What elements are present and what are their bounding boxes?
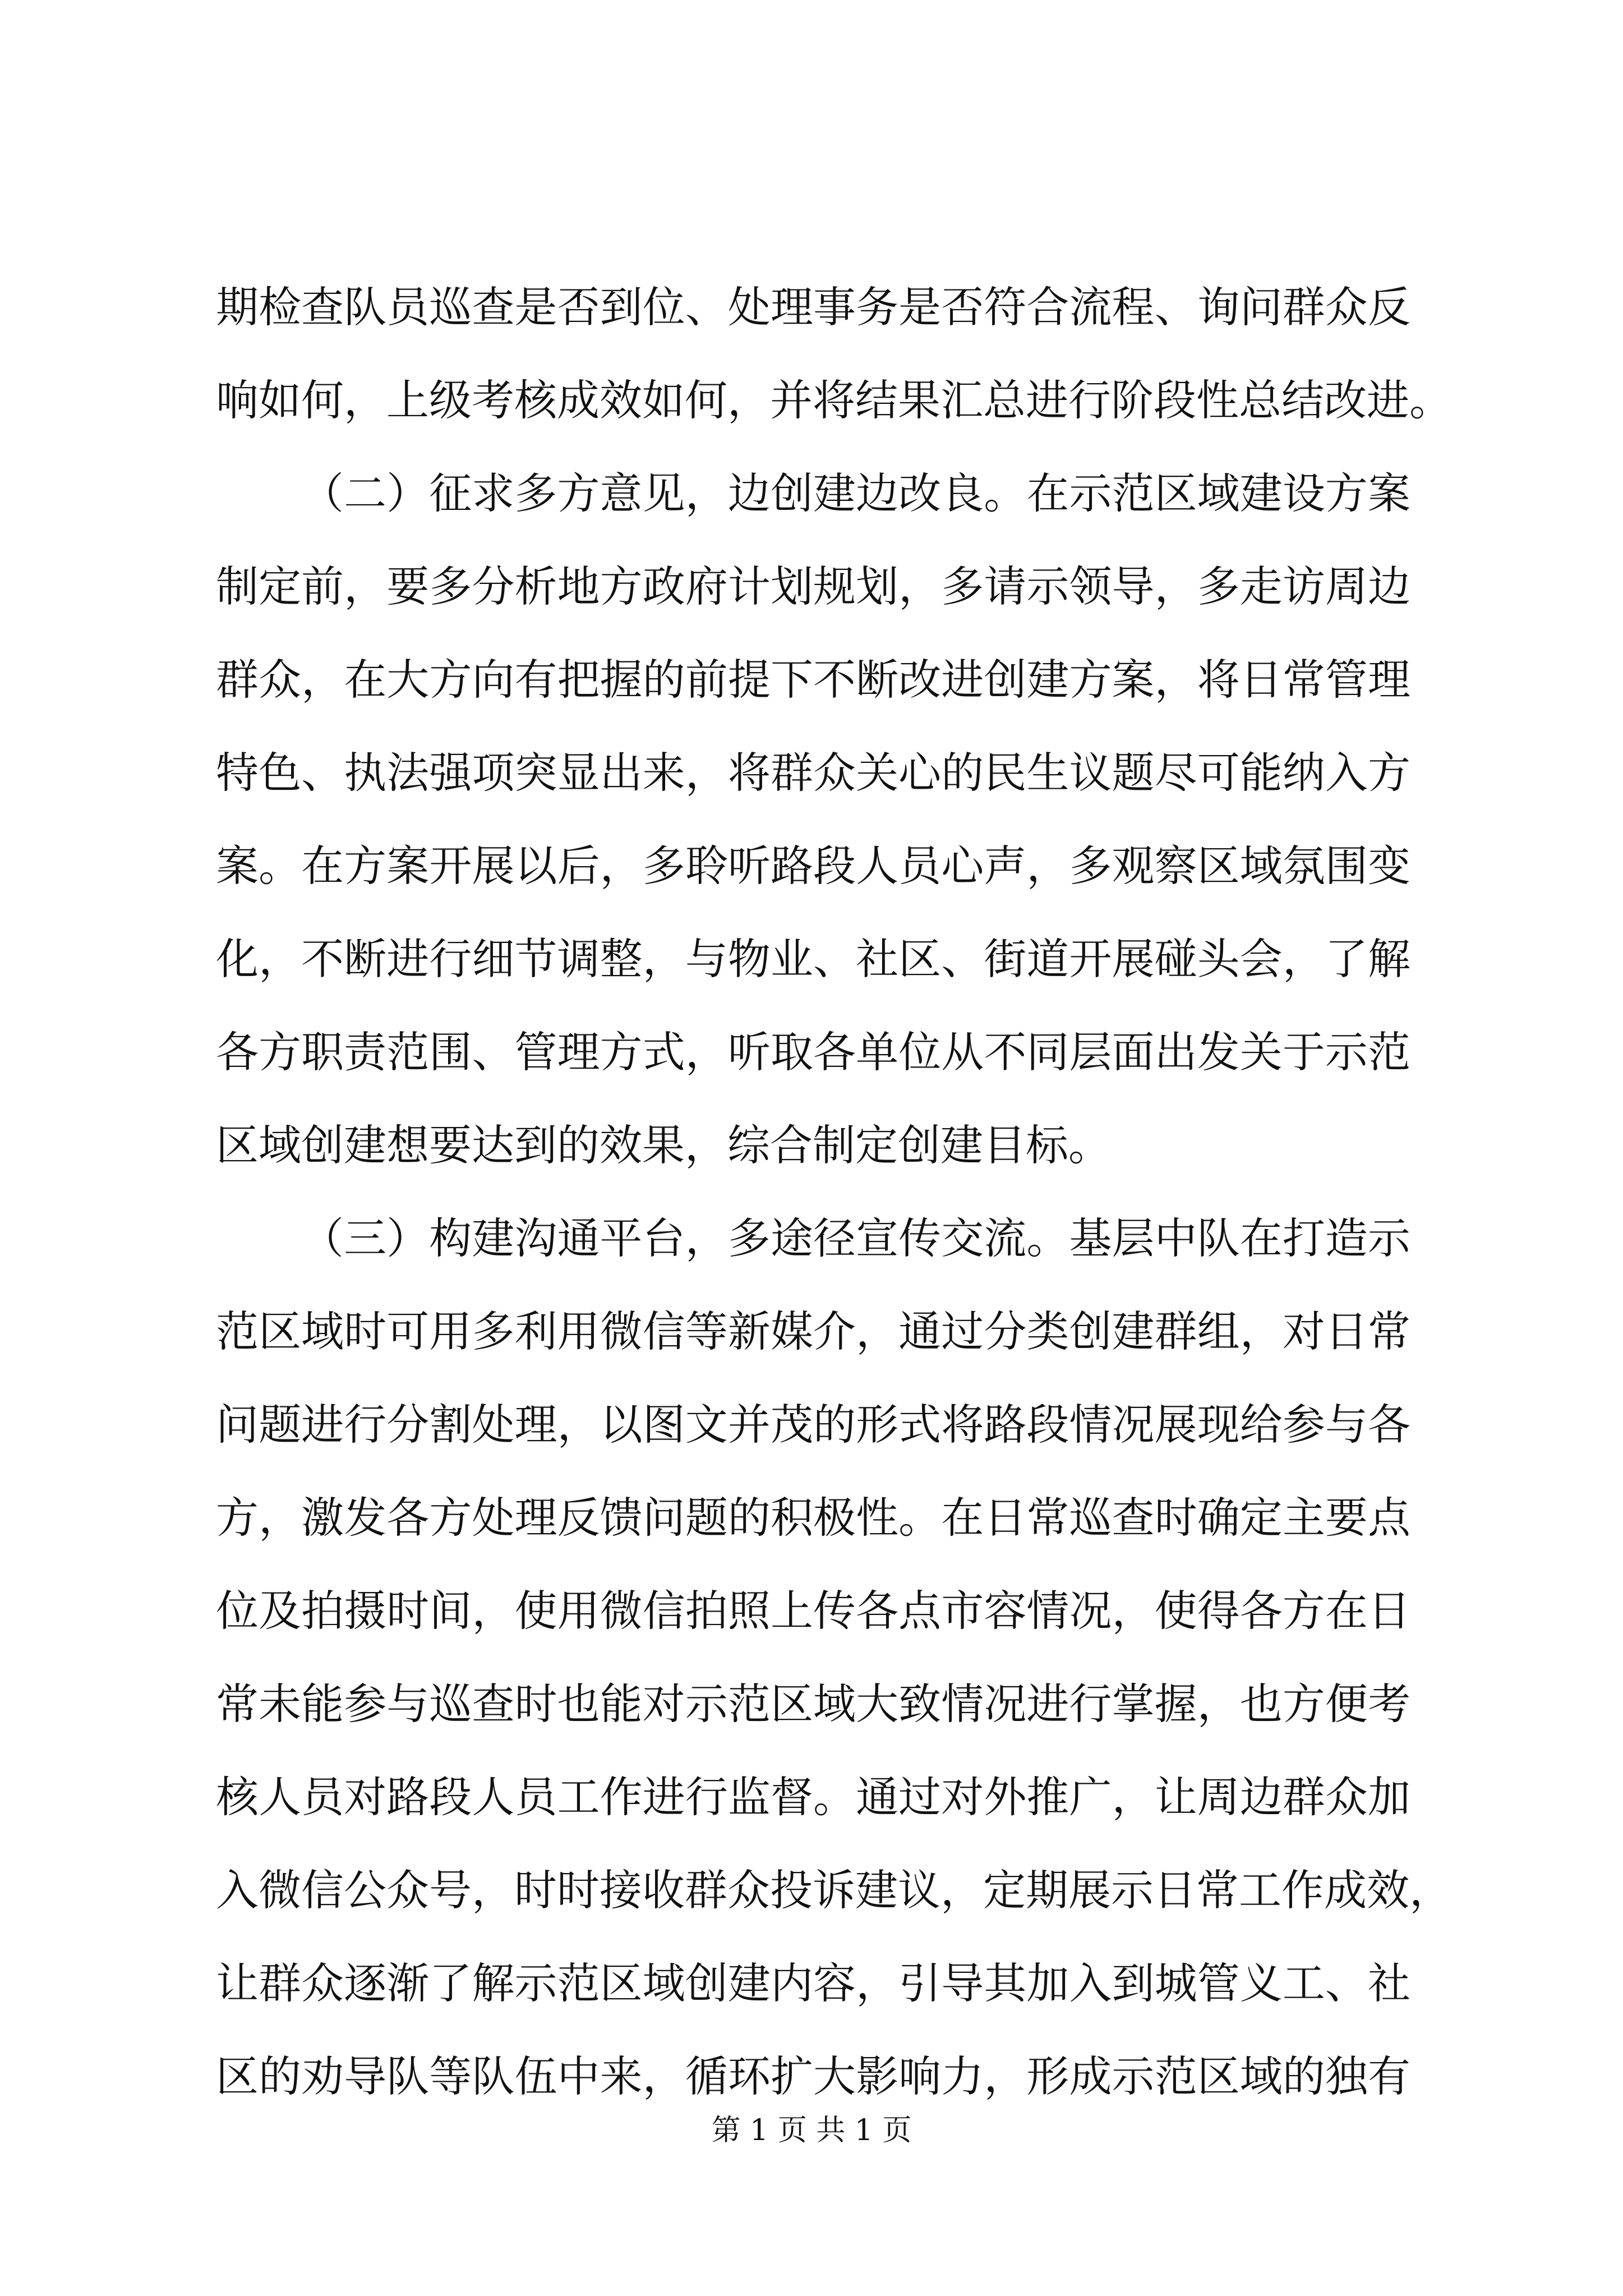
text-line: 方，激发各方处理反馈问题的积极性。在日常巡查时确定主要点 [216,1493,1410,1543]
paragraph-start-line: （二）征求多方意见，边创建边改良。在示范区域建设方案 [301,468,1410,518]
paragraph-start-line: （三）构建沟通平台，多途径宣传交流。基层中队在打造示 [301,1213,1410,1263]
page-number: 第 1 页 共 1 页 [711,2114,912,2147]
page-footer [0,2106,1623,2148]
text-line: 范区域时可用多利用微信等新媒介，通过分类创建群组，对日常 [216,1306,1410,1356]
text-line: 各方职责范围、管理方式，听取各单位从不同层面出发关于示范 [216,1027,1410,1077]
text-line: 特色、执法强项突显出来，将群众关心的民生议题尽可能纳入方 [216,748,1410,798]
text-line: 常未能参与巡查时也能对示范区域大致情况进行掌握，也方便考 [216,1679,1410,1729]
text-line: 期检查队员巡查是否到位、处理事务是否符合流程、询问群众反 [216,282,1410,332]
text-line: 响如何，上级考核成效如何，并将结果汇总进行阶段性总结改进。 [216,375,1452,425]
text-line: 问题进行分割处理，以图文并茂的形式将路段情况展现给参与各 [216,1400,1410,1450]
text-line: 化，不断进行细节调整，与物业、社区、街道开展碰头会，了解 [216,934,1410,984]
paragraph-end-line: 区域创建想要达到的效果，综合制定创建目标。 [216,1120,1111,1170]
text-line: 区的劝导队等队伍中来，循环扩大影响力，形成示范区域的独有 [216,2051,1410,2101]
text-line: 群众，在大方向有把握的前提下不断改进创建方案，将日常管理 [216,655,1410,705]
text-line: 核人员对路段人员工作进行监督。通过对外推广，让周边群众加 [216,1772,1410,1822]
text-line: 入微信公众号，时时接收群众投诉建议，定期展示日常工作成效， [216,1865,1452,1915]
text-line: 位及拍摄时间，使用微信拍照上传各点市容情况，使得各方在日 [216,1586,1410,1636]
body-text [216,261,1452,2123]
text-line: 案。在方案开展以后，多聆听路段人员心声，多观察区域氛围变 [216,841,1410,891]
text-line: 制定前，要多分析地方政府计划规划，多请示领导，多走访周边 [216,562,1410,611]
text-line: 让群众逐渐了解示范区域创建内容，引导其加入到城管义工、社 [216,1958,1410,2008]
